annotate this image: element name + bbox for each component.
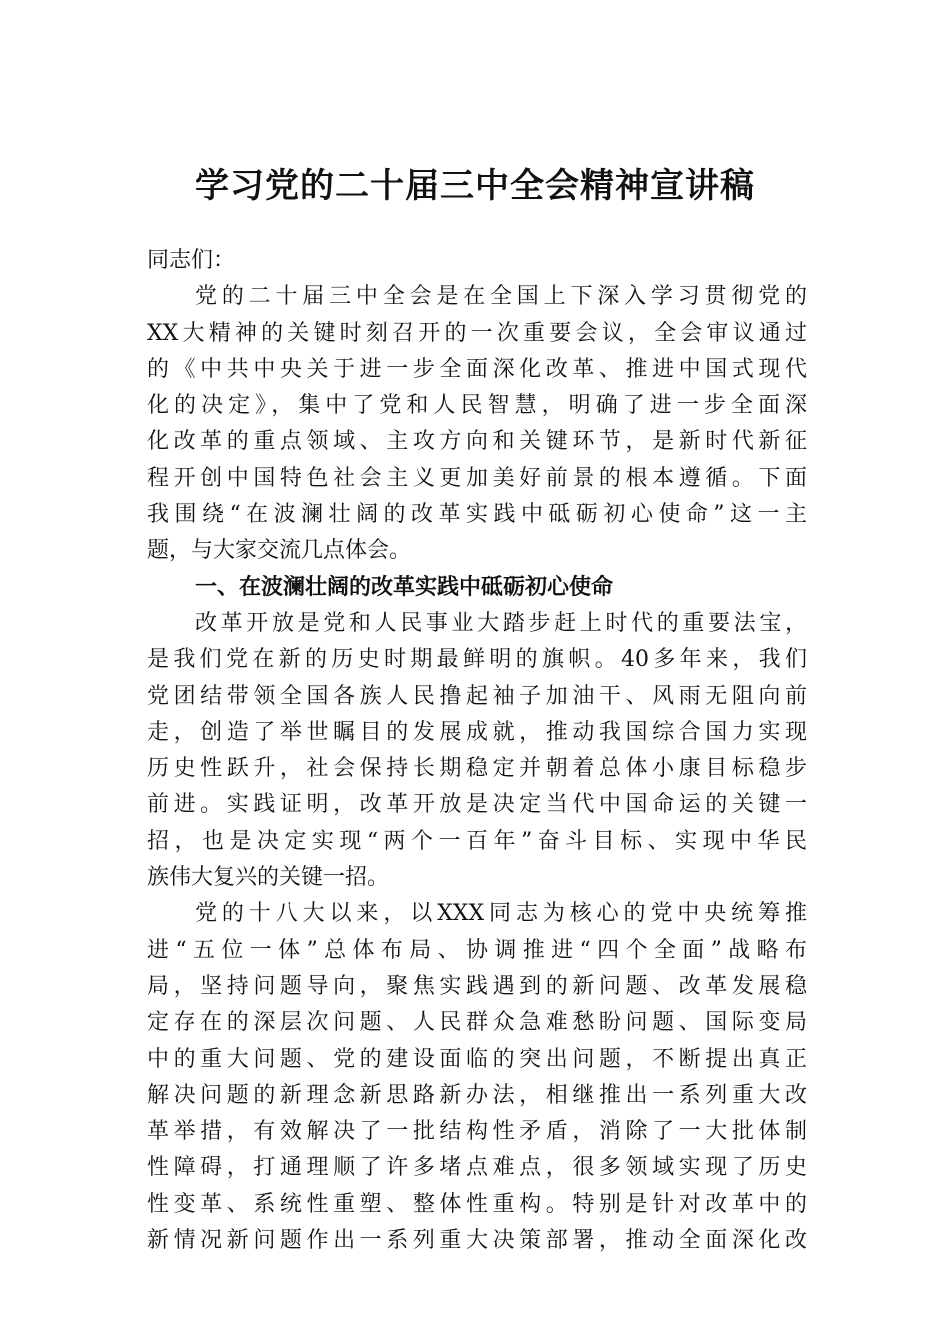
paragraph-line: 性障碍，打通理顺了许多堵点难点，很多领域实现了历史 — [147, 1155, 807, 1181]
document-body — [147, 228, 807, 1259]
paragraph-line: 族伟大复兴的关键一招。 — [147, 865, 390, 891]
paragraph-line: 解决问题的新理念新思路新办法，相继推出一系列重大改 — [147, 1082, 807, 1108]
paragraph-3 — [147, 896, 807, 1259]
paragraph-line: 进“五位一体”总体布局、协调推进“四个全面”战略布 — [147, 937, 807, 963]
paragraph-line: 的《中共中央关于进一步全面深化改革、推进中国式现代 — [147, 356, 807, 382]
paragraph-line: 是我们党在新的历史时期最鲜明的旗帜。40多年来，我们 — [147, 647, 807, 673]
paragraph-line: 党的二十届三中全会是在全国上下深入学习贯彻党的 — [195, 284, 807, 310]
paragraph-line: 中的重大问题、党的建设面临的突出问题，不断提出真正 — [147, 1046, 807, 1072]
paragraph-line: 性变革、系统性重塑、整体性重构。特别是针对改革中的 — [147, 1191, 807, 1217]
paragraph-line: 党的十八大以来，以XXX同志为核心的党中央统筹推 — [195, 901, 807, 927]
paragraph-line: 历史性跃升，社会保持长期稳定并朝着总体小康目标稳步 — [147, 756, 807, 782]
paragraph-line: 前进。实践证明，改革开放是决定当代中国命运的关键一 — [147, 792, 807, 818]
document-title: 学习党的二十届三中全会精神宣讲稿 — [195, 166, 755, 206]
paragraph-line: 招，也是决定实现“两个一百年”奋斗目标、实现中华民 — [147, 828, 807, 854]
paragraph-1 — [147, 279, 807, 569]
paragraph-line: 革举措，有效解决了一批结构性矛盾，消除了一大批体制 — [147, 1119, 807, 1145]
paragraph-line: XX大精神的关键时刻召开的一次重要会议，全会审议通过 — [147, 320, 807, 346]
paragraph-line: 改革开放是党和人民事业大踏步赶上时代的重要法宝， — [195, 610, 807, 636]
paragraph-line: 程开创中国特色社会主义更加美好前景的根本遵循。下面 — [147, 465, 807, 491]
paragraph-line: 局，坚持问题导向，聚焦实践遇到的新问题、改革发展稳 — [147, 973, 807, 999]
paragraph-line: 我围绕“在波澜壮阔的改革实践中砥砺初心使命”这一主 — [147, 502, 807, 528]
paragraph-2 — [147, 606, 807, 896]
paragraph-line: 化改革的重点领域、主攻方向和关键环节，是新时代新征 — [147, 429, 807, 455]
salutation: 同志们： — [147, 248, 236, 273]
paragraph-line: 化的决定》，集中了党和人民智慧，明确了进一步全面深 — [147, 393, 807, 419]
paragraph-line: 党团结带领全国各族人民撸起袖子加油干、风雨无阻向前 — [147, 683, 807, 709]
paragraph-line: 新情况新问题作出一系列重大决策部署，推动全面深化改 — [147, 1228, 807, 1254]
paragraph-line: 定存在的深层次问题、人民群众急难愁盼问题、国际变局 — [147, 1010, 807, 1036]
paragraph-line: 题，与大家交流几点体会。 — [147, 538, 412, 564]
paragraph-line: 走，创造了举世瞩目的发展成就，推动我国综合国力实现 — [147, 719, 807, 745]
section-heading: 一、在波澜壮阔的改革实践中砥砺初心使命 — [195, 574, 614, 600]
